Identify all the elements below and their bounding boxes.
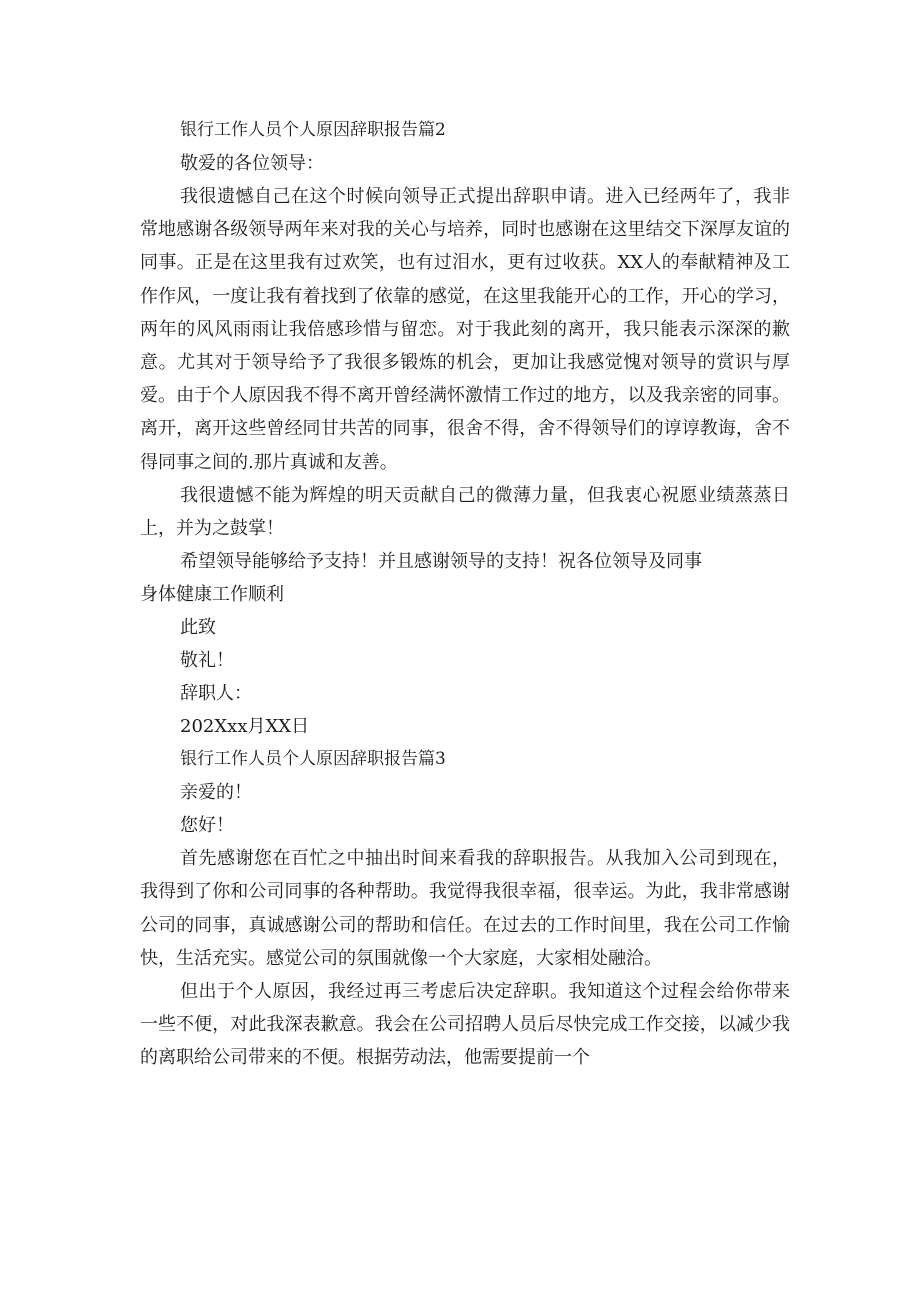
section-title: 银行工作人员个人原因辞职报告篇3 <box>180 749 446 770</box>
paragraph-line: 身体健康工作顺利 <box>140 584 284 606</box>
salutation: 亲爱的！ <box>180 782 252 804</box>
paragraph: 但出于个人原因，我经过再三考虑后决定辞职。我知道这个过程会给你带来一些不便，对此我深表歉意。我会在公司招聘人员后尽快完成工作交接，以减少我的离职给公司带来的不便。根据劳动法，他需要提前一个 <box>140 981 790 1069</box>
closing-line: 此致 <box>180 617 216 639</box>
paragraph: 我很遗憾自己在这个时候向领导正式提出辞职申请。进入已经两年了，我非常地感谢各级领导两年来对我的关心与培养，同时也感谢在这里结交下深厚友谊的同事。正是在这里我有过欢笑，也有过泪水，更有过收获。XX人的奉献精神及工作作风，一度让我有着找到了依靠的感觉，在这里我能开心的工作，开心的学习，两年的风风雨雨让我倍感珍惜与留恋。对于我此刻的离开，我只能表示深深的歉意。尤其对于领导给予了我很多锻炼的机会，更加让我感觉愧对领导的赏识与厚爱。由于个人原因我不得不离开曾经满怀激情工作过的地方，以及我亲密的同事。离开，离开这些曾经同甘共苦的同事，很舍不得，舍不得领导们的谆谆教诲，舍不得同事之间的.那片真诚和友善。 <box>140 186 790 473</box>
salutation: 您好！ <box>180 815 234 837</box>
document-body <box>140 114 790 1075</box>
salutation: 敬爱的各位领导： <box>180 153 324 174</box>
date-line: 202Xxx月XX日 <box>180 716 310 738</box>
paragraph-line: 希望领导能够给予支持！并且感谢领导的支持！祝各位领导及同事 <box>180 551 702 573</box>
paragraph: 首先感谢您在百忙之中抽出时间来看我的辞职报告。从我加入公司到现在，我得到了你和公司同事的各种帮助。我觉得我很幸福，很幸运。为此，我非常感谢公司的同事，真诚感谢公司的帮助和信任。在过去的工作时间里，我在公司工作愉快，生活充实。感觉公司的氛围就像一个大家庭，大家相处融洽。 <box>140 848 790 969</box>
closing-line: 敬礼！ <box>180 650 234 672</box>
paragraph: 我很遗憾不能为辉煌的明天贡献自己的微薄力量，但我衷心祝愿业绩蒸蒸日上，并为之鼓掌！ <box>140 484 790 540</box>
signer-label: 辞职人： <box>180 683 252 705</box>
section-title: 银行工作人员个人原因辞职报告篇2 <box>180 120 446 140</box>
